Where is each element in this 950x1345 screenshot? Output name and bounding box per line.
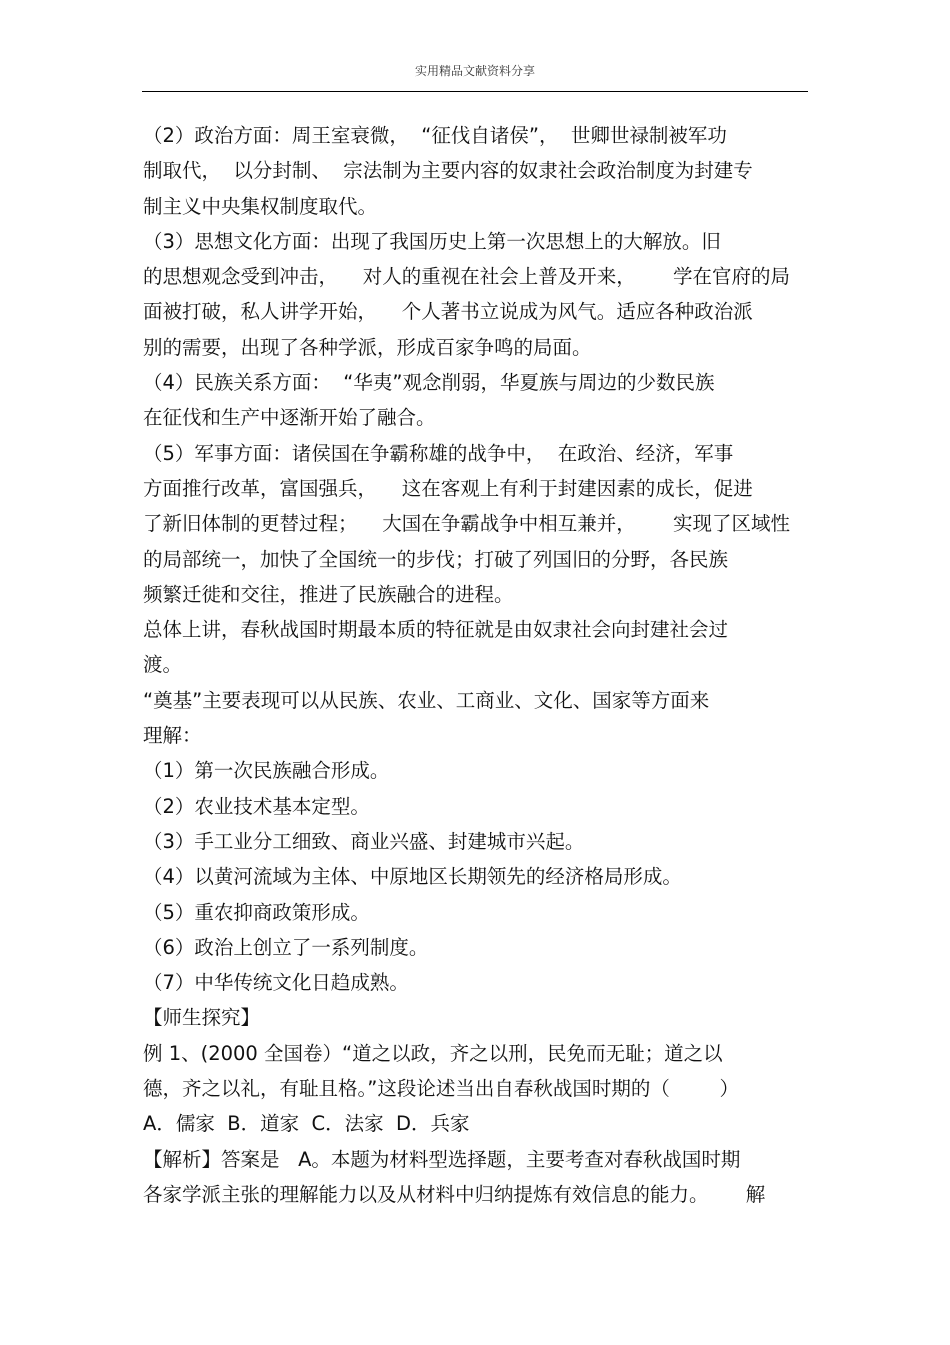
text-line: 的局部统一，加快了全国统一的步伐；打破了列国旧的分野，各民族 xyxy=(143,547,729,571)
text-line: 例 1、(2000 全国卷）“道之以政，齐之以刑，民免而无耻；道之以 xyxy=(143,1041,723,1065)
text-line: （5）重农抑商政策形成。 xyxy=(143,900,370,924)
text-line: （3）手工业分工细致、商业兴盛、封建城市兴起。 xyxy=(143,829,585,853)
text-line: （4）民族关系方面： “华夷”观念削弱，华夏族与周边的少数民族 xyxy=(143,371,715,395)
text-line: （7）中华传统文化日趋成熟。 xyxy=(143,971,409,995)
text-line: 别的需要，出现了各种学派，形成百家争鸣的局面。 xyxy=(143,335,592,359)
text-line: 总体上讲，春秋战国时期最本质的特征就是由奴隶社会向封建社会过 xyxy=(143,618,729,642)
text-line: 【解析】答案是 A。本题为材料型选择题，主要考查对春秋战国时期 xyxy=(143,1147,741,1171)
text-line: 了新旧体制的更替过程； 大国在争霸战争中相互兼并， 实现了区域性 xyxy=(143,512,790,536)
text-line: 的思想观念受到冲击， 对人的重视在社会上普及开来， 学在官府的局 xyxy=(143,265,790,289)
text-line: 制主义中央集权制度取代。 xyxy=(143,194,378,218)
text-line: （4）以黄河流域为主体、中原地区长期领先的经济格局形成。 xyxy=(143,865,682,889)
text-line: （1）第一次民族融合形成。 xyxy=(143,759,390,783)
text-line: 制取代， 以分封制、 宗法制为主要内容的奴隶社会政治制度为封建专 xyxy=(143,159,753,183)
text-line: 在征伐和生产中逐渐开始了融合。 xyxy=(143,406,436,430)
text-line: （2）农业技术基本定型。 xyxy=(143,794,370,818)
text-line: “奠基”主要表现可以从民族、农业、工商业、文化、国家等方面来 xyxy=(143,688,710,712)
header-divider xyxy=(142,91,808,92)
text-line: 渡。 xyxy=(143,653,183,677)
text-line: 频繁迁徙和交往，推进了民族融合的进程。 xyxy=(143,582,514,606)
text-line: （6）政治上创立了一系列制度。 xyxy=(143,935,429,959)
text-line: 各家学派主张的理解能力以及从材料中归纳提炼有效信息的能力。 解 xyxy=(143,1182,766,1206)
document-body xyxy=(143,118,809,1212)
answer-options: A．儒家 B．道家 C．法家 D．兵家 xyxy=(143,1112,470,1136)
text-line: （5）军事方面：诸侯国在争霸称雄的战争中， 在政治、经济，军事 xyxy=(143,441,734,465)
text-line: 方面推行改革，富国强兵， 这在客观上有利于封建因素的成长，促进 xyxy=(143,476,753,500)
section-heading: 【师生探究】 xyxy=(143,1006,261,1030)
text-line: 面被打破，私人讲学开始， 个人著书立说成为风气。适应各种政治派 xyxy=(143,300,753,324)
text-line: （2）政治方面：周王室衰微， “征伐自诸侯”， 世卿世禄制被军功 xyxy=(143,124,727,147)
page-header: 实用精品文献资料分享 xyxy=(414,64,535,78)
text-line: 理解： xyxy=(143,724,202,748)
text-line: 德，齐之以礼，有耻且格。”这段论述当出自春秋战国时期的（ ） xyxy=(143,1077,739,1101)
text-line: （3）思想文化方面：出现了我国历史上第一次思想上的大解放。旧 xyxy=(143,229,721,253)
